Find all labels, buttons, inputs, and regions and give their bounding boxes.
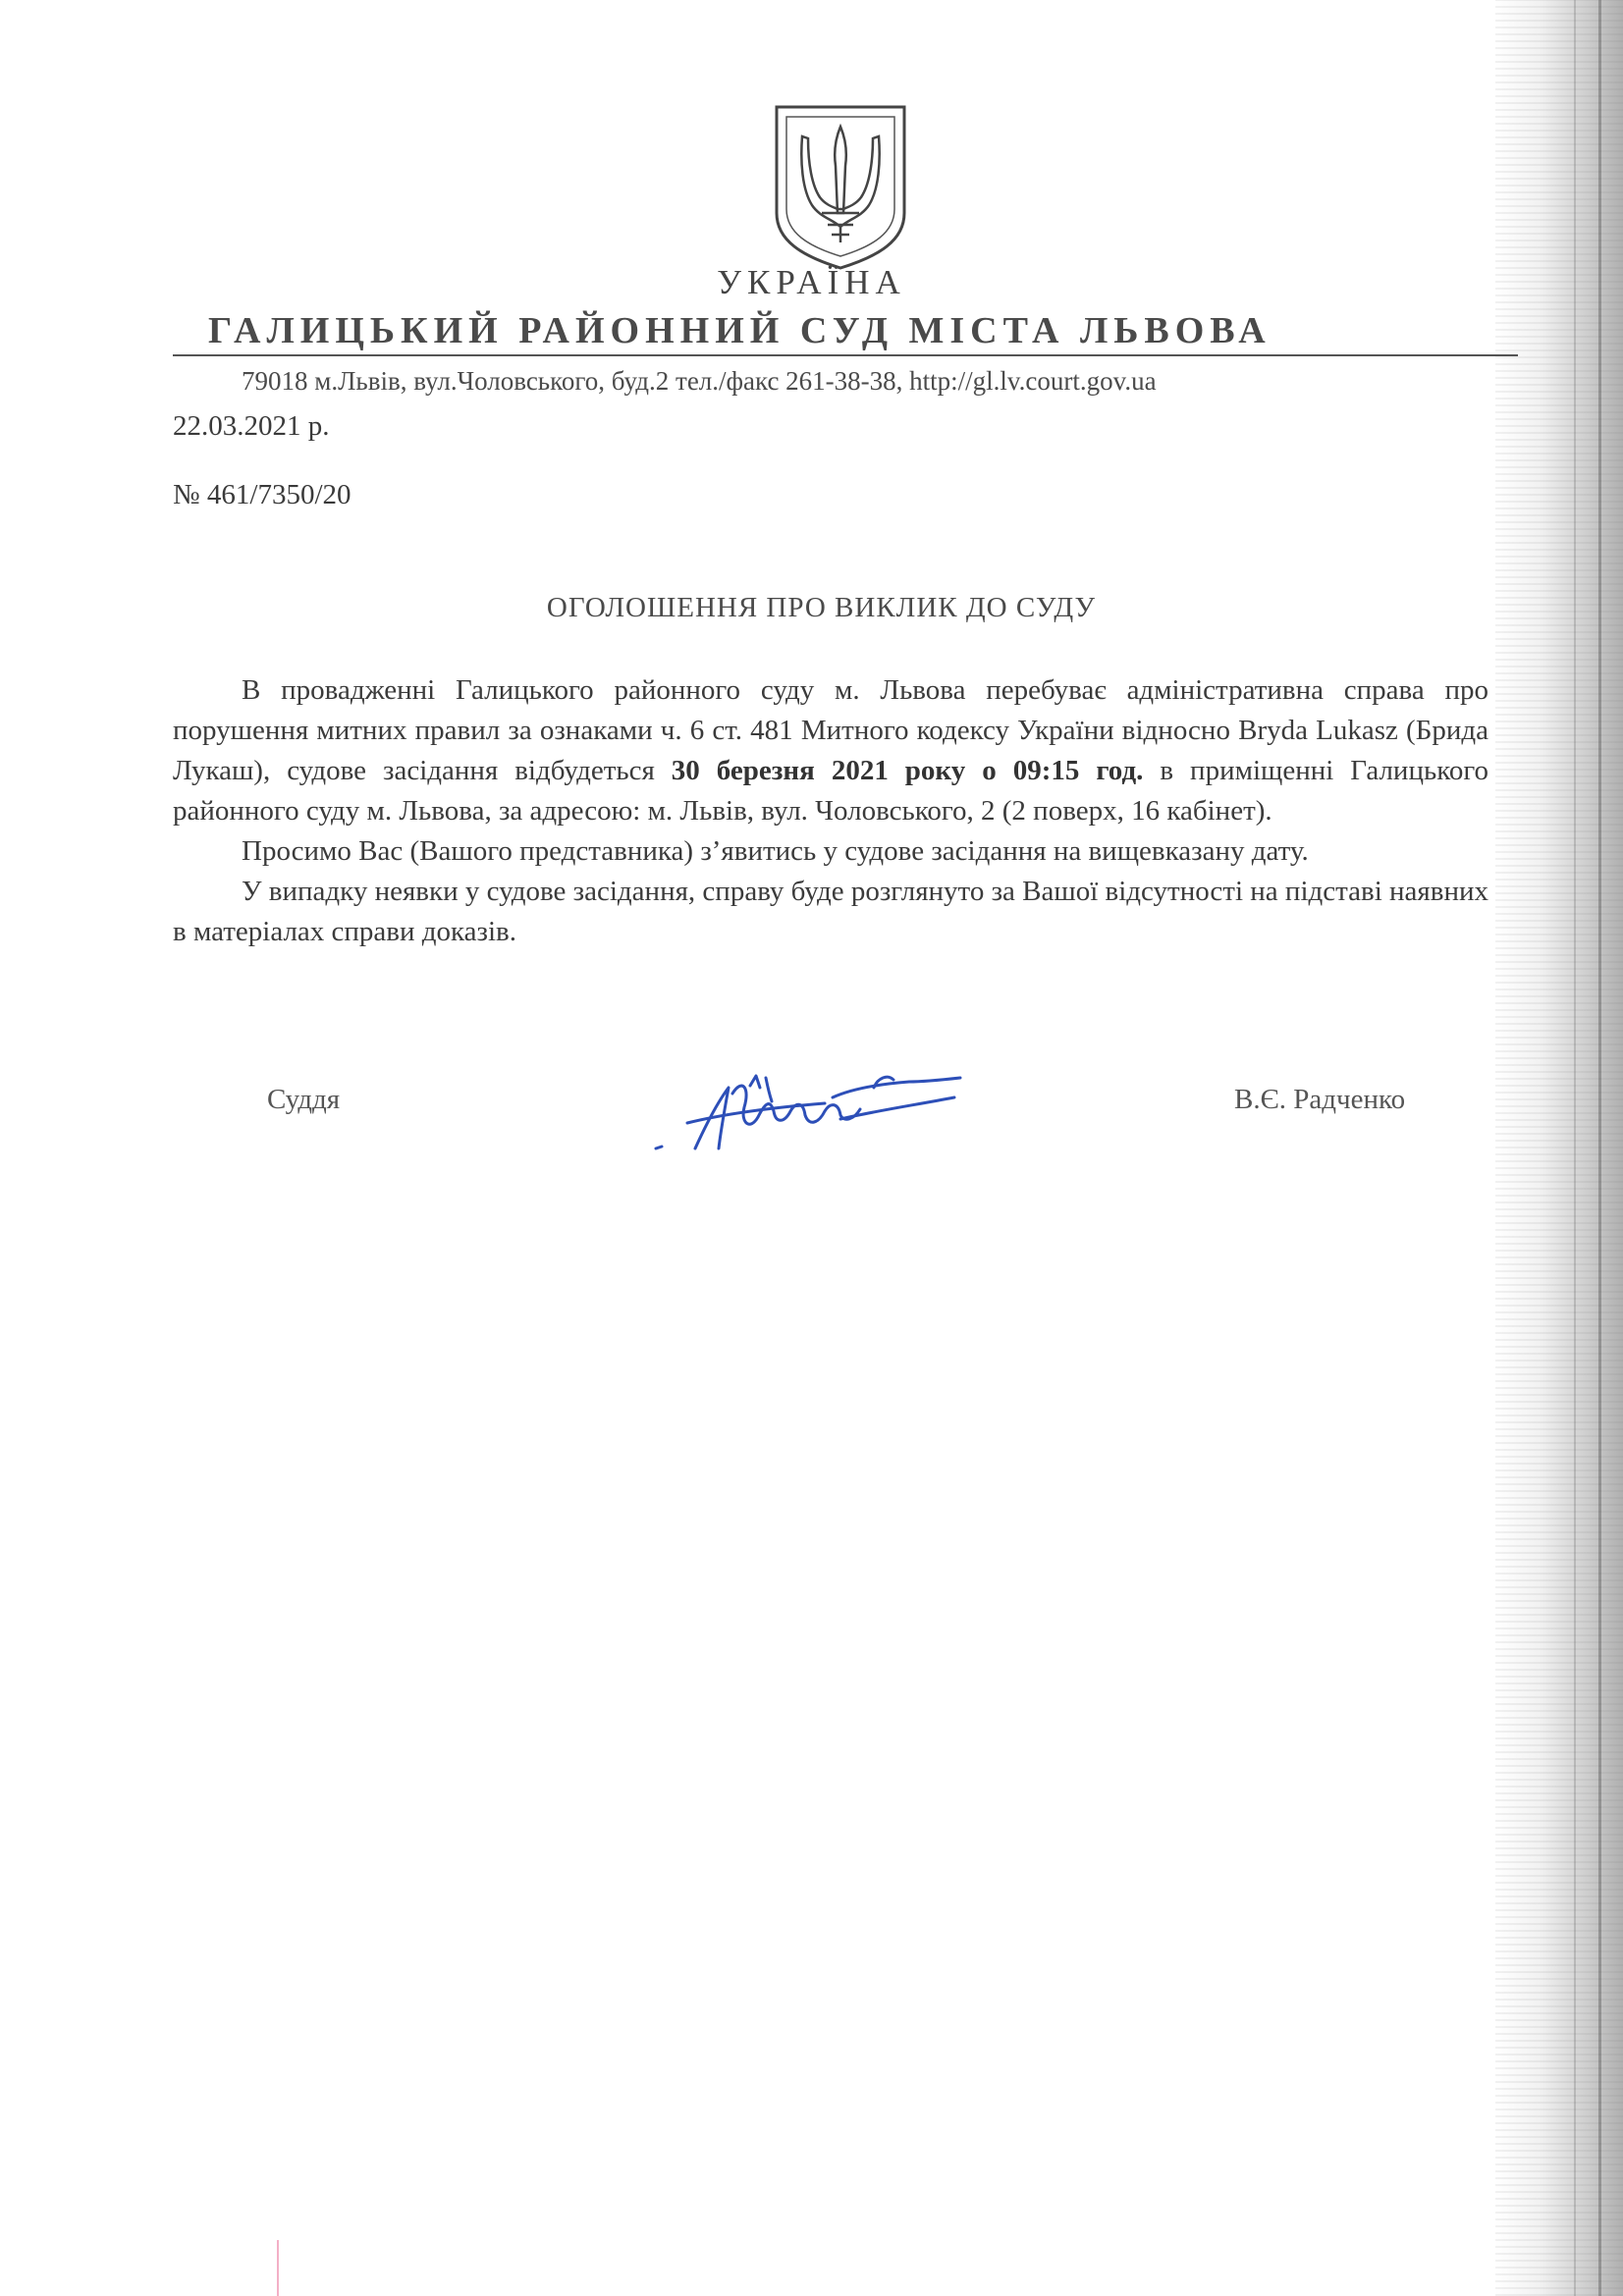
body-paragraph-2: Просимо Вас (Вашого представника) з’явитись у судове засідання на вищевказану дату.: [242, 835, 1309, 867]
country-heading: УКРАЇНА: [717, 263, 906, 301]
court-address: 79018 м.Львів, вул.Чоловського, буд.2 тел./факс 261-38-38, http://gl.lv.court.gov.ua: [242, 366, 1157, 396]
court-name-heading: ГАЛИЦЬКИЙ РАЙОННИЙ СУД МІСТА ЛЬВОВА: [208, 310, 1271, 351]
scan-edge-artifact: [1495, 0, 1623, 2296]
body-paragraph-3: У випадку неявки у судове засідання, справу буде розглянуто за Вашої відсутності на підставі наявних в матеріалах справи доказів.: [173, 876, 1488, 947]
paragraph-text: В провадженні Галицького районного суду м. Львова перебуває адміністративна справа про порушення митних правил за ознаками ч. 6 ст. 481 Митного кодексу України відносно Bryda Lukasz (Брида Лукаш), судове засідання відбудеться: [173, 674, 1488, 786]
judge-role-label: Суддя: [267, 1084, 341, 1115]
hearing-datetime: 30 березня 2021 року о 09:15 год.: [671, 755, 1144, 786]
scan-line-artifact: [1598, 0, 1601, 2296]
body-paragraph-1: [173, 670, 1488, 831]
case-number: № 461/7350/20: [173, 479, 352, 510]
document-body: [173, 670, 1488, 952]
scan-line-artifact: [1574, 0, 1576, 2296]
judge-name: В.Є. Радченко: [1234, 1084, 1406, 1115]
coat-of-arms-icon: [771, 103, 910, 272]
document-date: 22.03.2021 р.: [173, 410, 330, 442]
document-title: ОГОЛОШЕННЯ ПРО ВИКЛИК ДО СУДУ: [546, 592, 1097, 623]
header-divider: [173, 354, 1518, 356]
paragraph-text: в приміщенні Галицького районного суду м. Львова, за адресою: м. Львів, вул. Чоловського, 2 (2 поверх, 16 кабінет).: [173, 755, 1488, 827]
scan-mark: [277, 2240, 279, 2296]
handwritten-signature: [648, 1058, 972, 1166]
